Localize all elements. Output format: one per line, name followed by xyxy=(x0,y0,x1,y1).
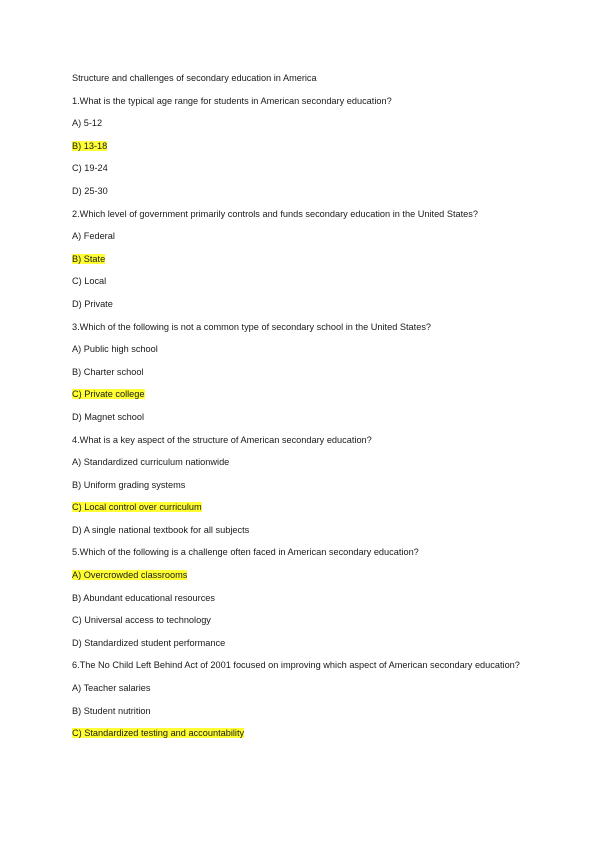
q2-option-c xyxy=(72,275,522,287)
q2-option-d xyxy=(72,298,522,310)
option-text: B) Charter school xyxy=(72,366,144,377)
q6-option-c xyxy=(72,727,522,739)
q3-option-c xyxy=(72,388,522,400)
q6-option-b xyxy=(72,705,522,717)
q5-option-d xyxy=(72,637,522,649)
question-2: 2.Which level of government primarily controls and funds secondary education in the United States? xyxy=(72,208,478,219)
q5-option-c xyxy=(72,614,522,626)
option-text: A) Standardized curriculum nationwide xyxy=(72,457,230,468)
q3-option-d xyxy=(72,411,522,423)
question-4: 4.What is a key aspect of the structure of American secondary education? xyxy=(72,434,372,445)
question-3: 3.Which of the following is not a common type of secondary school in the United States? xyxy=(72,321,432,332)
question-6: 6.The No Child Left Behind Act of 2001 focused on improving which aspect of American secondary education? xyxy=(72,660,520,671)
q4-option-d xyxy=(72,524,522,536)
option-text: D) 25-30 xyxy=(72,185,108,196)
question-1: 1.What is the typical age range for students in American secondary education? xyxy=(72,95,392,106)
highlighted-answer: B) State xyxy=(72,253,106,264)
option-text: D) A single national textbook for all subjects xyxy=(72,524,250,535)
option-text: A) Public high school xyxy=(72,344,158,355)
option-text: A) 5-12 xyxy=(72,118,103,129)
highlighted-answer: C) Local control over curriculum xyxy=(72,502,202,513)
option-text: A) Federal xyxy=(72,231,115,242)
q1-option-c xyxy=(72,162,522,174)
option-text: C) Local xyxy=(72,276,107,287)
q5-option-b xyxy=(72,592,522,604)
q4-option-a xyxy=(72,456,522,468)
highlighted-answer: B) 13-18 xyxy=(72,140,108,151)
option-text: B) Student nutrition xyxy=(72,705,151,716)
option-text: C) Universal access to technology xyxy=(72,615,211,626)
option-text: D) Private xyxy=(72,298,113,309)
option-text: B) Abundant educational resources xyxy=(72,592,216,603)
option-text: D) Magnet school xyxy=(72,411,145,422)
option-text: A) Teacher salaries xyxy=(72,683,151,694)
document-content xyxy=(72,72,522,750)
option-text: C) 19-24 xyxy=(72,163,108,174)
q2-option-b xyxy=(72,253,522,265)
option-text: B) Uniform grading systems xyxy=(72,479,186,490)
q2-option-a xyxy=(72,230,522,242)
highlighted-answer: C) Standardized testing and accountability xyxy=(72,728,245,739)
q1-option-d xyxy=(72,185,522,197)
q1-option-a xyxy=(72,117,522,129)
q4-option-b xyxy=(72,479,522,491)
highlighted-answer: C) Private college xyxy=(72,389,145,400)
q6-option-a xyxy=(72,682,522,694)
highlighted-answer: A) Overcrowded classrooms xyxy=(72,570,188,581)
q5-option-a xyxy=(72,569,522,581)
q4-option-c xyxy=(72,501,522,513)
question-5: 5.Which of the following is a challenge often faced in American secondary education? xyxy=(72,547,419,558)
q3-option-b xyxy=(72,366,522,378)
q1-option-b xyxy=(72,140,522,152)
option-text: D) Standardized student performance xyxy=(72,637,226,648)
q3-option-a xyxy=(72,343,522,355)
document-title: Structure and challenges of secondary education in America xyxy=(72,73,317,83)
